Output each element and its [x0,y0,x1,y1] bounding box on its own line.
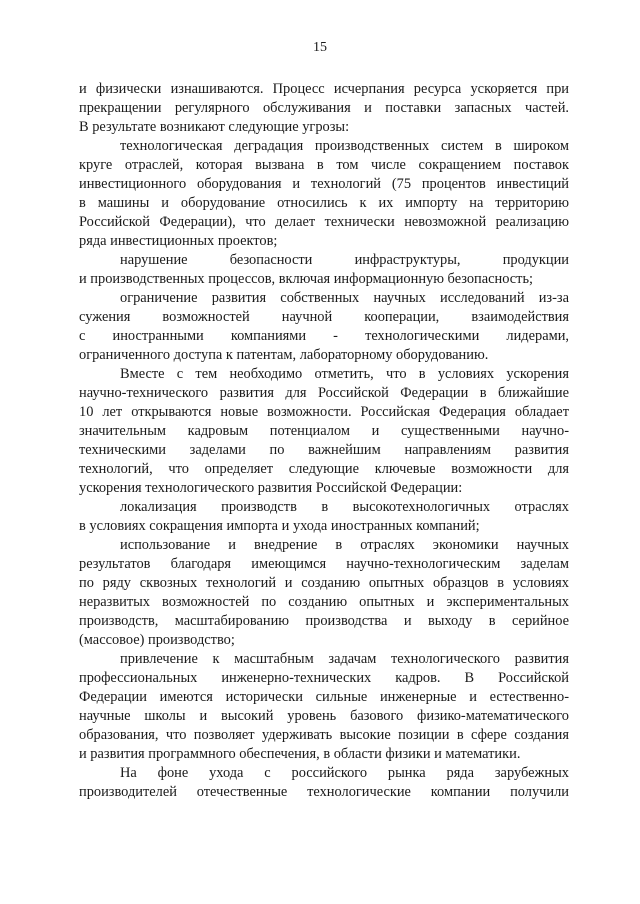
text-line: Федерации имеются исторически сильные инженерные и естественно- [79,689,569,705]
text-line: прекращении регулярного обслуживания и поставки запасных частей. [79,100,569,116]
text-line: и развития программного обеспечения, в области физики и математики. [79,746,521,762]
text-line: технологий, что определяет следующие ключевые возможности для [79,461,569,477]
body-text [79,80,569,802]
text-line: Российской Федерации), что делает технически невозможной реализацию [79,214,569,230]
text-line: в условиях сокращения импорта и ухода иностранных компаний; [79,518,480,534]
text-line: значительным кадровым потенциалом и существенными научно- [79,423,569,439]
text-line: круге отраслей, которая вызвана в том числе сокращением поставок [79,157,569,173]
text-line: ряда инвестиционных проектов; [79,233,278,249]
text-line: профессиональных инженерно-технических кадров. В Российской [79,670,569,686]
text-line: по ряду сквозных технологий и созданию опытных образцов в условиях [79,575,569,591]
text-line: сужения возможностей научной кооперации, взаимодействия [79,309,569,325]
text-line: ограниченного доступа к патентам, лабораторному оборудованию. [79,347,489,363]
text-line: нарушение безопасности инфраструктуры, продукции [120,252,569,268]
text-line: производств, масштабированию производства и выходу в серийное [79,613,569,629]
text-line: производителей отечественные технологические компании получили [79,784,569,800]
text-line: неразвитых возможностей по созданию опытных и экспериментальных [79,594,569,610]
text-line: образования, что позволяет удерживать высокие позиции в сфере создания [79,727,569,743]
text-line: научно-технического развития для Российской Федерации в ближайшие [79,385,569,401]
text-line: научные школы и высокий уровень базового физико-математического [79,708,569,724]
text-line: привлечение к масштабным задачам технологического развития [120,651,569,667]
text-line: Вместе с тем необходимо отметить, что в условиях ускорения [120,366,569,382]
text-line: и физически изнашиваются. Процесс исчерпания ресурса ускоряется при [79,81,569,97]
text-line: с иностранными компаниями - технологическими лидерами, [79,328,569,344]
text-line: техническими заделами по важнейшим направлениям развития [79,442,569,458]
text-line: инвестиционного оборудования и технологий (75 процентов инвестиций [79,176,569,192]
page-number: 15 [313,40,327,55]
text-line: (массовое) производство; [79,632,235,648]
text-line: и производственных процессов, включая информационную безопасность; [79,271,534,287]
text-line: использование и внедрение в отраслях экономики научных [120,537,569,553]
text-line: В результате возникают следующие угрозы: [79,119,350,135]
text-line: технологическая деградация производственных систем в широком [120,138,569,154]
text-line: локализация производств в высокотехнологичных отраслях [120,499,569,515]
text-line: результатов благодаря имеющимся научно-технологическим заделам [79,556,569,572]
text-line: ограничение развития собственных научных исследований из-за [120,290,569,306]
text-line: На фоне ухода с российского рынка ряда зарубежных [120,765,569,781]
text-line: ускорения технологического развития Российской Федерации: [79,480,463,496]
text-line: в машины и оборудование относились к их импорту на территорию [79,195,569,211]
text-line: 10 лет открываются новые возможности. Российская Федерация обладает [79,404,569,420]
